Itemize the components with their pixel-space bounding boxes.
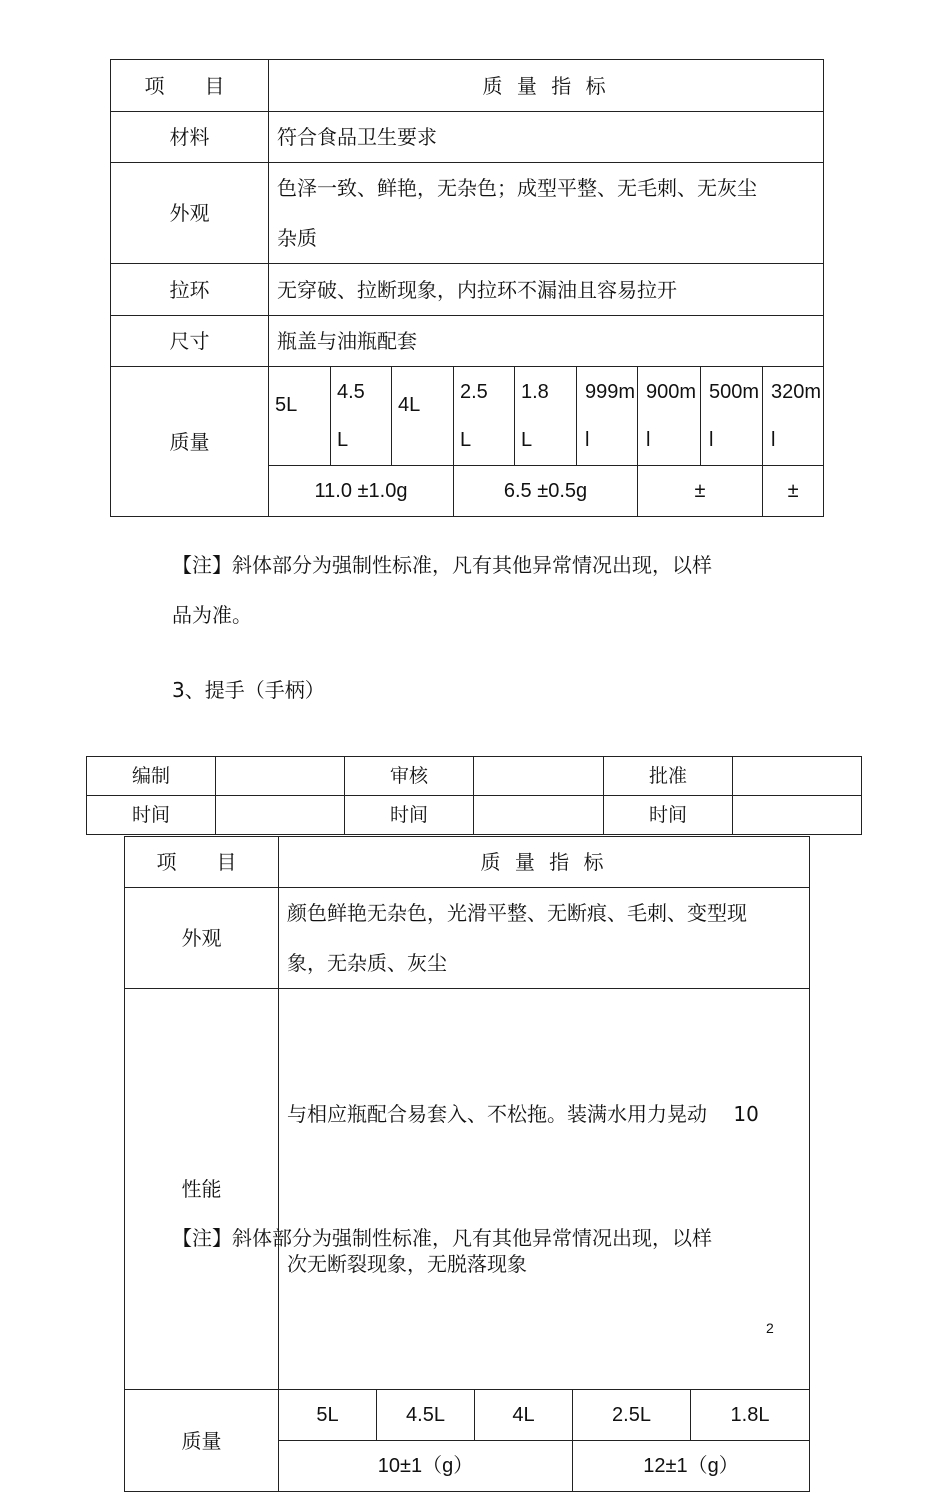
row-label-appearance: 外观 xyxy=(111,163,269,264)
label-time: 时间 xyxy=(604,796,733,835)
size-cell: 4.5 L xyxy=(331,367,392,466)
weight-cell: ± xyxy=(763,466,824,517)
weight-cell: 10±1（g） xyxy=(279,1441,573,1492)
performance-line-2: 次无断裂现象，无脱落现象 xyxy=(287,1252,527,1276)
size-cell: 4.5L xyxy=(377,1390,475,1441)
value-time xyxy=(216,796,345,835)
size-cell: 5L xyxy=(279,1390,377,1441)
row-label-quality: 质量 xyxy=(111,367,269,517)
performance-line-1: 与相应瓶配合易套入、不松拖。装满水用力晃动 10 xyxy=(287,1102,759,1126)
value-compiled xyxy=(216,757,345,796)
label-time: 时间 xyxy=(345,796,474,835)
size-cell: 2.5 L xyxy=(454,367,515,466)
row-label-size: 尺寸 xyxy=(111,316,269,367)
size-cell: 500m l xyxy=(701,367,763,466)
note-line-2: 品为准。 xyxy=(172,603,252,627)
size-cell: 2.5L xyxy=(573,1390,691,1441)
value-time xyxy=(733,796,862,835)
row-label-quality: 质量 xyxy=(125,1390,279,1492)
bottle-cap-quality-table xyxy=(110,59,824,517)
row-label-appearance: 外观 xyxy=(125,888,279,989)
value-approved xyxy=(733,757,862,796)
weight-cell: 11.0 ±1.0g xyxy=(269,466,454,517)
note-paragraph xyxy=(172,540,752,640)
appearance-line-2: 杂质 xyxy=(277,226,317,250)
row-label-pull-ring: 拉环 xyxy=(111,264,269,316)
size-cell: 900m l xyxy=(638,367,701,466)
row-value-material: 符合食品卫生要求 xyxy=(269,112,824,163)
size-cell: 5L xyxy=(269,367,331,466)
row-value-pull-ring: 无穿破、拉断现象，内拉环不漏油且容易拉开 xyxy=(269,264,824,316)
row-label-performance: 性能 xyxy=(125,989,279,1390)
note-line-1: 【注】斜体部分为强制性标准，凡有其他异常情况出现，以样 xyxy=(172,553,712,577)
appearance-line-2: 象，无杂质、灰尘 xyxy=(287,951,447,975)
size-cell: 4L xyxy=(392,367,454,466)
signoff-table xyxy=(86,756,862,835)
weight-cell: 12±1（g） xyxy=(573,1441,810,1492)
weight-cell: ± xyxy=(638,466,763,517)
header-item: 项 目 xyxy=(125,837,279,888)
section-heading: 3、提手（手柄） xyxy=(172,678,325,702)
label-compiled: 编制 xyxy=(87,757,216,796)
label-reviewed: 审核 xyxy=(345,757,474,796)
label-time: 时间 xyxy=(87,796,216,835)
appearance-line-1: 色泽一致、鲜艳，无杂色；成型平整、无毛刺、无灰尘 xyxy=(277,176,757,200)
size-cell: 1.8L xyxy=(691,1390,810,1441)
size-cell: 999m l xyxy=(577,367,638,466)
value-reviewed xyxy=(474,757,604,796)
note-paragraph-2: 【注】斜体部分为强制性标准，凡有其他异常情况出现，以样 xyxy=(172,1226,712,1250)
handle-quality-table xyxy=(124,836,810,1492)
row-value-performance xyxy=(279,989,810,1390)
header-indicator: 质 量 指 标 xyxy=(269,60,824,112)
weight-cell: 6.5 ±0.5g xyxy=(454,466,638,517)
appearance-line-1: 颜色鲜艳无杂色，光滑平整、无断痕、毛刺、变型现 xyxy=(287,901,747,925)
page-number: 2 xyxy=(766,1320,774,1336)
header-indicator: 质 量 指 标 xyxy=(279,837,810,888)
value-time xyxy=(474,796,604,835)
label-approved: 批准 xyxy=(604,757,733,796)
row-value-appearance xyxy=(279,888,810,989)
size-cell: 4L xyxy=(475,1390,573,1441)
row-value-size: 瓶盖与油瓶配套 xyxy=(269,316,824,367)
row-label-material: 材料 xyxy=(111,112,269,163)
size-cell: 1.8 L xyxy=(515,367,577,466)
row-value-appearance xyxy=(269,163,824,264)
header-item: 项 目 xyxy=(111,60,269,112)
size-cell: 320m l xyxy=(763,367,824,466)
